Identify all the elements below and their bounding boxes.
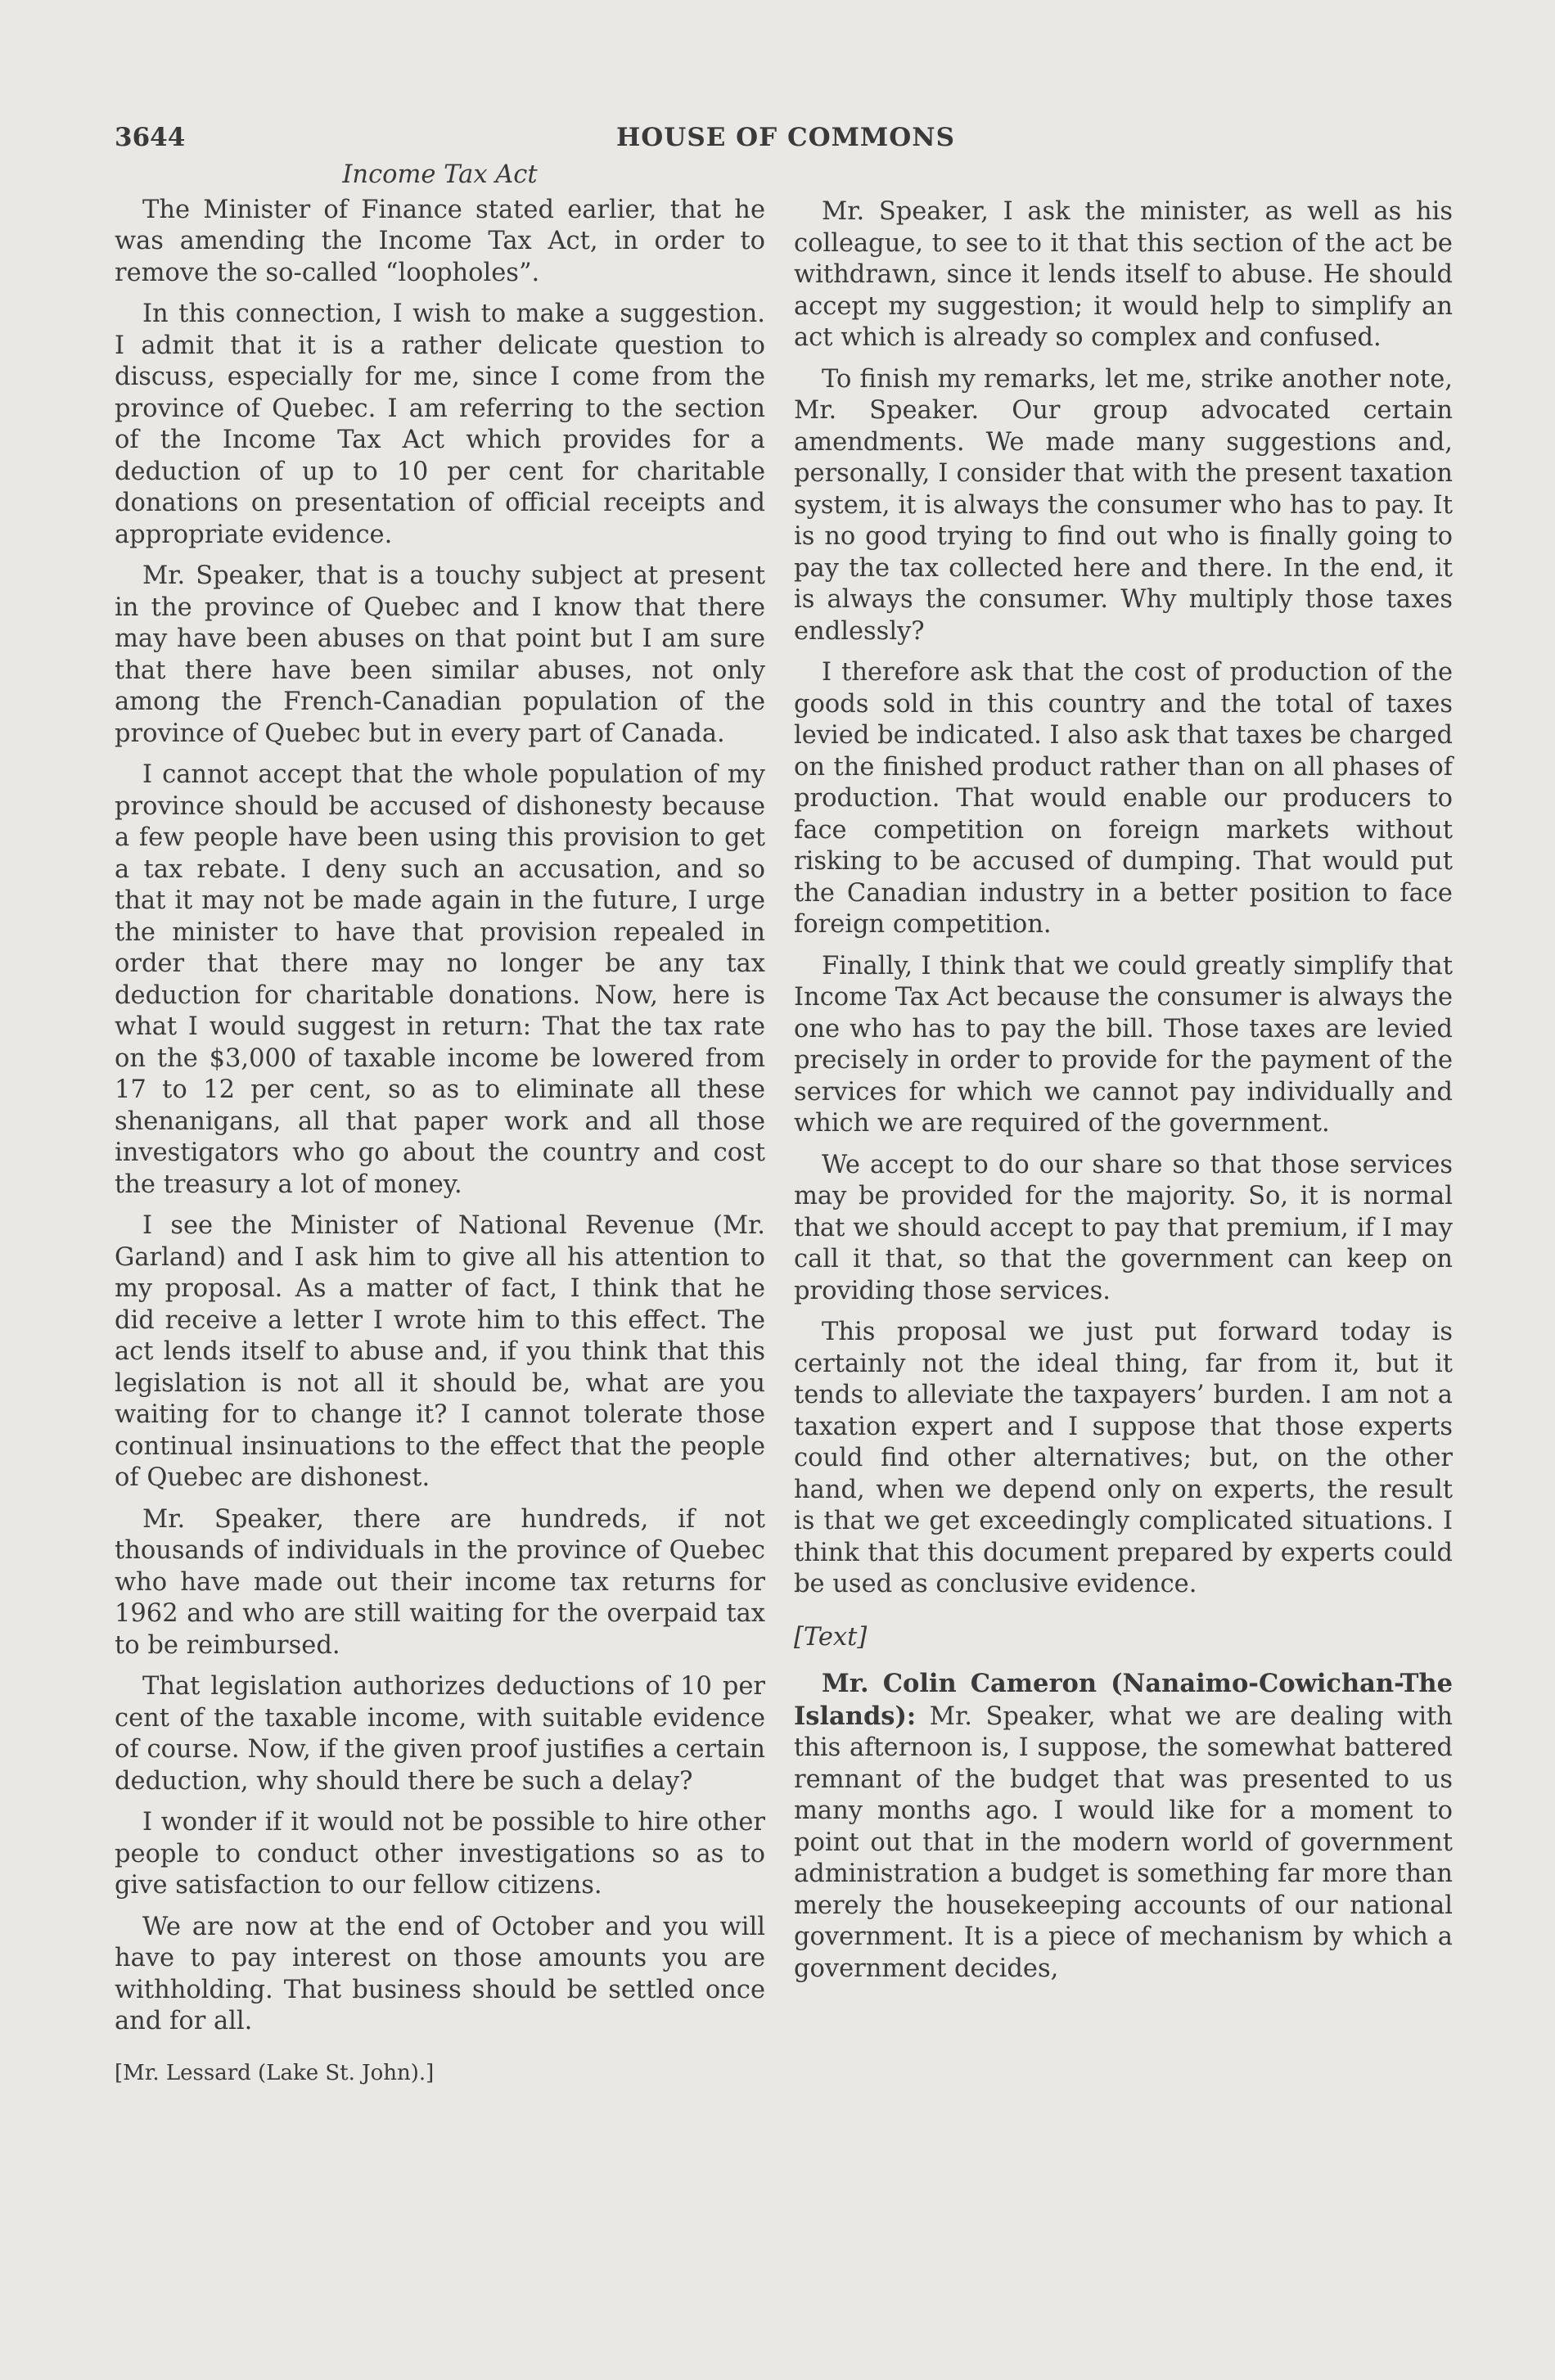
section-title: Income Tax Act <box>342 160 538 189</box>
text-tag: [Text] <box>794 1622 868 1652</box>
paragraph: Mr. Speaker, there are hundreds, if not thousands of individuals in the province of Quebec who have made out their income tax returns for 1962 and who are still waiting for the overpaid tax to be reimbursed. <box>115 1504 765 1660</box>
paragraph: I wonder if it would not be possible to hire other people to conduct other investigations so as to give satisfaction to our fellow citizens. <box>115 1808 765 1900</box>
paragraph: This proposal we just put forward today is certainly not the ideal thing, far from it, but it tends to alleviate the taxpayers’ burden. I am not a taxation expert and I suppose that those experts could find other alternatives; but, on the other hand, when we depend only on experts, the result is that we get exceedingly complicated situations. I think that this document prepared by experts could be used as conclusive evidence. <box>794 1318 1453 1598</box>
speaker-paragraph <box>794 1668 1453 1985</box>
page-number: 3644 <box>115 123 186 152</box>
paragraph: I see the Minister of National Revenue (Mr. Garland) and I ask him to give all his attention to my proposal. As a matter of fact, I think that he did receive a letter I wrote him to this effect. The act lends itself to abuse and, if you think that this legislation is not all it should be, what are you waiting for to change it? I cannot tolerate those continual insinuations to the effect that the people of Quebec are dishonest. <box>115 1211 765 1492</box>
paragraph: Mr. Speaker, I ask the minister, as well as his colleague, to see to it that this section of the act be withdrawn, since it lends itself to abuse. He should accept my suggestion; it would help to simplify an act which is already so complex and confused. <box>794 197 1453 352</box>
paragraph: The Minister of Finance stated earlier, that he was amending the Income Tax Act, in order to remove the so-called “loopholes”. <box>115 195 765 287</box>
paragraph: I cannot accept that the whole population of my province should be accused of dishonesty because a few people have been using this provision to get a tax rebate. I deny such an accusation, and so that it may not be made again in the future, I urge the minister to have that provision repealed in order that there may no longer be any tax deduction for charitable donations. Now, here is what I would suggest in return: That the tax rate on the $3,000 of taxable income be lowered from 17 to 12 per cent, so as to eliminate all these shenanigans, all that paper work and all those investigators who go about the country and cost the treasury a lot of money. <box>115 760 765 1199</box>
paragraph: To finish my remarks, let me, strike another note, Mr. Speaker. Our group advocated certain amendments. We made many suggestions and, personally, I consider that with the present taxation system, it is always the consumer who has to pay. It is no good trying to find out who is finally going to pay the tax collected here and there. In the end, it is always the consumer. Why multiply those taxes endlessly? <box>794 364 1453 646</box>
paragraph: That legislation authorizes deductions of 10 per cent of the taxable income, with suitable evidence of course. Now, if the given proof justifies a certain deduction, why should there be such a delay? <box>115 1672 765 1796</box>
speaker-text: Mr. Speaker, what we are dealing with this afternoon is, I suppose, the somewhat battered remnant of the budget that was presented to us many months ago. I would like for a moment to point out that in the modern world of government administration a budget is something far more than merely the housekeeping accounts of our national government. It is a piece of mechanism by which a government decides, <box>794 1702 1453 1983</box>
left-column <box>115 160 765 2089</box>
paragraph: Finally, I think that we could greatly simplify that Income Tax Act because the consumer is always the one who has to pay the bill. Those taxes are levied precisely in order to provide for the payment of the services for which we cannot pay individually and which we are required of the government. <box>794 951 1453 1138</box>
speaker-name: Mr. Colin Cameron (Nanaimo-Cowichan-The Islands): <box>794 1669 1453 1731</box>
paragraph: In this connection, I wish to make a suggestion. I admit that it is a rather delicate question to discuss, especially for me, since I come from the province of Quebec. I am referring to the section of the Income Tax Act which provides for a deduction of up to 10 per cent for charitable donations on presentation of official receipts and appropriate evidence. <box>115 300 765 549</box>
right-column <box>794 196 1453 1995</box>
running-head: HOUSE OF COMMONS <box>616 123 955 152</box>
paragraph: We are now at the end of October and you will have to pay interest on those amounts you are withholding. That business should be settled once and for all. <box>115 1912 765 2035</box>
paragraph: Mr. Speaker, that is a touchy subject at present in the province of Quebec and I know that there may have been abuses on that point but I am sure that there have been similar abuses, not only among the French-Canadian population of the province of Quebec but in every part of Canada. <box>115 561 765 748</box>
speaker-attribution: [Mr. Lessard (Lake St. John).] <box>115 2060 435 2085</box>
paragraph: I therefore ask that the cost of production of the goods sold in this country and the total of taxes levied be indicated. I also ask that taxes be charged on the finished product rather than on all phases of production. That would enable our producers to face competition on foreign markets without risking to be accused of dumping. That would put the Canadian industry in a better position to face foreign competition. <box>794 658 1453 939</box>
paragraph: We accept to do our share so that those services may be provided for the majority. So, it is normal that we should accept to pay that premium, if I may call it that, so that the government can keep on providing those services. <box>794 1150 1453 1305</box>
